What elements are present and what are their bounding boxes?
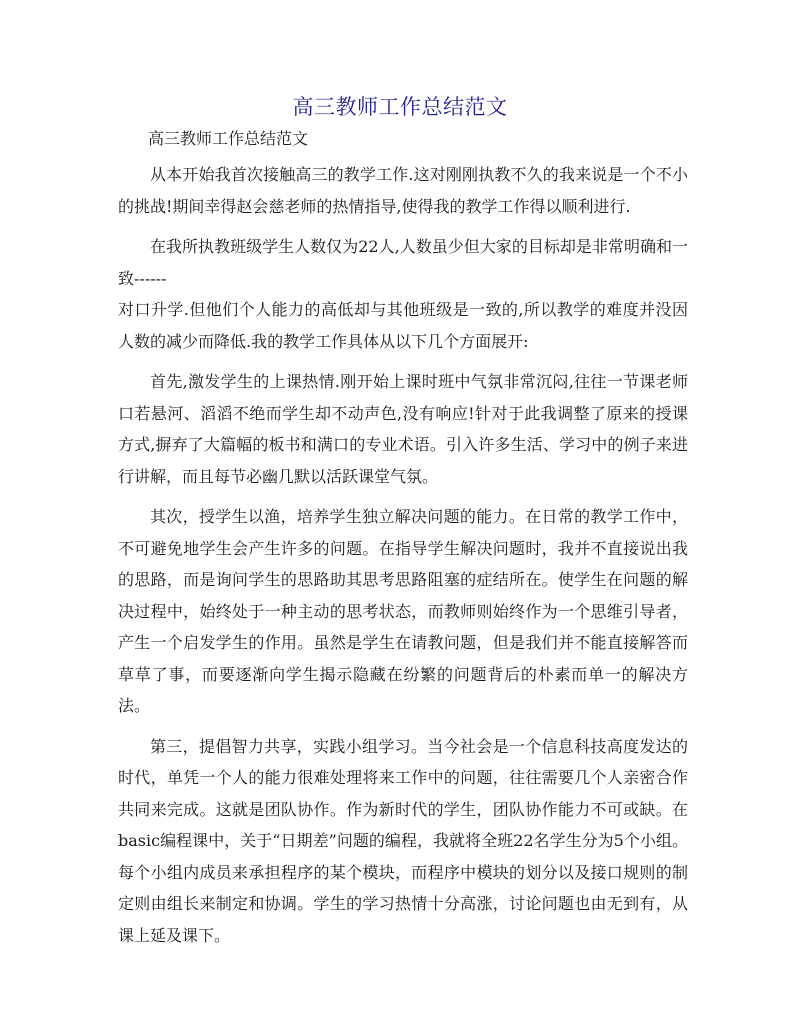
paragraph-first-point: 首先,激发学生的上课热情.刚开始上课时班中气氛非常沉闷,往往一节课老师口若悬河、滔滔不绝而学生却不动声色,没有响应!针对于此我调整了原来的授课方式,摒弃了大篇幅的板书和满口的专业术语。引入许多生活、学习中的例子来进行讲解，而且每节必幽几默以活跃课堂气氛。	[118, 372, 688, 486]
paragraph-second-point: 其次，授学生以渔，培养学生独立解决问题的能力。在日常的教学工作中，不可避免地学生会产生许多的问题。在指导学生解决问题时，我并不直接说出我的思路，而是询问学生的思路助其思考思路阻塞的症结所在。使学生在问题的解决过程中，始终处于一种主动的思考状态，而教师则始终作为一个思维引导者，产生一个启发学生的作用。虽然是学生在请教问题，但是我们并不能直接解答而草草了事，而要逐渐向学生揭示隐藏在纷繁的问题背后的朴素而单一的解决方法。	[118, 507, 688, 715]
document-subtitle: 高三教师工作总结范文	[148, 129, 309, 148]
paragraph-class-size-continued: 对口升学.但他们个人能力的高低却与其他班级是一致的,所以教学的难度并没因人数的减少而降低.我的教学工作具体从以下几个方面展开:	[118, 300, 688, 351]
paragraph-class-size: 在我所执教班级学生人数仅为22人,人数虽少但大家的目标却是非常明确和一致------	[118, 237, 688, 288]
paragraph-intro: 从本开始我首次接触高三的教学工作.这对刚刚执教不久的我来说是一个不小的挑战!期间幸得赵会慈老师的热情指导,使得我的教学工作得以顺利进行.	[118, 165, 688, 216]
document-body	[118, 159, 688, 960]
document-title: 高三教师工作总结范文	[292, 95, 508, 119]
paragraph-third-point: 第三，提倡智力共享，实践小组学习。当今社会是一个信息科技高度发达的时代，单凭一个人的能力很难处理将来工作中的问题，往往需要几个人亲密合作共同来完成。这就是团队协作。作为新时代的学生，团队协作能力不可或缺。在basic编程课中，关于“日期差”问题的编程，我就将全班22名学生分为5个小组。每个小组内成员来承担程序的某个模块，而程序中模块的划分以及接口规则的制定则由组长来制定和协调。学生的学习热情十分高涨，讨论问题也由无到有，从课上延及课下。	[118, 736, 688, 945]
